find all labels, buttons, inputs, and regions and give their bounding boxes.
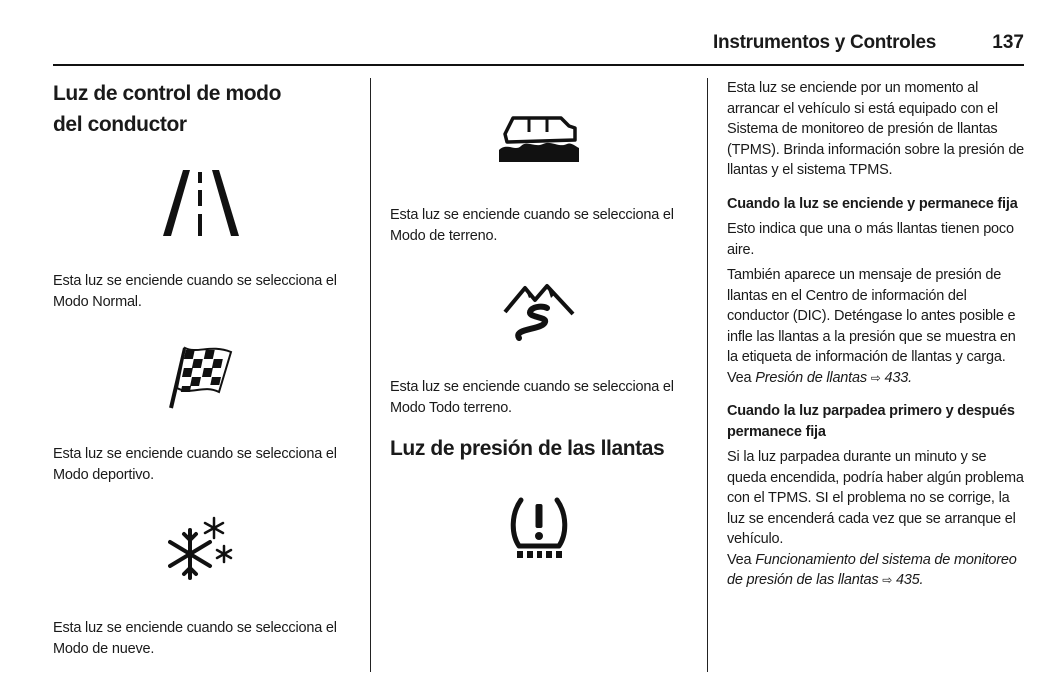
mountain-road-icon bbox=[503, 278, 575, 342]
driver-mode-heading: Luz de control de modo del conductor bbox=[53, 82, 282, 136]
snowflake-icon bbox=[168, 516, 234, 582]
column-right bbox=[727, 78, 1027, 591]
section-title: Instrumentos y Controles bbox=[713, 32, 936, 53]
tpms-intro: Esta luz se enciende por un momento al arrancar el vehículo si está equipado con el Sistema de monitoreo de presión de llantas (TPMS). Brinda información sobre la presión de llantas y el sistema TPMS. bbox=[727, 80, 1025, 178]
column-divider bbox=[370, 78, 371, 672]
checkered-flag-icon bbox=[167, 344, 235, 410]
offroad-mode-text: Esta luz se enciende cuando se selecciona el Modo Todo terreno. bbox=[390, 379, 674, 416]
flashing-light-text: Si la luz parpadea durante un minuto y se queda encendida, podría haber algún problema con el TPMS. SI el problema no se corrige, la luz se encenderá cada vez que se arranque el vehículo. bbox=[727, 449, 1024, 547]
column-divider bbox=[707, 78, 708, 672]
road-icon bbox=[163, 170, 239, 238]
page-arrow-icon: ⇨ bbox=[870, 370, 881, 385]
page-ref-435[interactable]: 435 bbox=[895, 572, 920, 588]
tire-pressure-link[interactable]: Presión de llantas bbox=[755, 369, 867, 386]
sport-mode-text: Esta luz se enciende cuando se selecciona el Modo deportivo. bbox=[53, 446, 337, 483]
see-label: Vea bbox=[727, 369, 752, 386]
page-arrow-icon: ⇨ bbox=[882, 573, 893, 587]
tire-pressure-heading: Luz de presión de las llantas bbox=[390, 437, 665, 460]
tire-pressure-icon bbox=[507, 494, 571, 560]
normal-mode-text: Esta luz se enciende cuando se selecciona el Modo Normal. bbox=[53, 273, 337, 310]
terrain-mode-text: Esta luz se enciende cuando se selecciona el Modo de terreno. bbox=[390, 207, 674, 244]
flashing-light-heading: Cuando la luz parpadea primero y después permanece fija bbox=[727, 403, 1015, 440]
steady-light-text: Esto indica que una o más llantas tienen poco aire. bbox=[727, 221, 1014, 258]
tire-pressure-reference: Vea Presión de llantas ⇨ 433. bbox=[727, 369, 912, 386]
page-header bbox=[53, 30, 1024, 66]
page-number: 137 bbox=[992, 32, 1024, 53]
snow-mode-text: Esta luz se enciende cuando se selecciona el Modo de nueve. bbox=[53, 620, 337, 657]
dic-message-text: También aparece un mensaje de presión de llantas en el Centro de información del conductor (DIC). Deténgase lo antes posible e infle las llantas a la presión que se muestra en la etiqueta de información de llantas y carga. bbox=[727, 267, 1016, 365]
tpms-operation-link[interactable]: Funcionamiento del sistema de monitoreo de presión de las llantas bbox=[727, 551, 1017, 588]
steady-light-heading: Cuando la luz se enciende y permanece fija bbox=[727, 195, 1018, 212]
see-label: Vea bbox=[727, 551, 752, 568]
column-left bbox=[53, 78, 353, 140]
tpms-operation-reference: Vea Funcionamiento del sistema de monitoreo de presión de las llantas ⇨ 435. bbox=[727, 551, 1017, 588]
page-ref-433[interactable]: 433 bbox=[884, 369, 909, 386]
vehicle-terrain-icon bbox=[499, 112, 579, 164]
